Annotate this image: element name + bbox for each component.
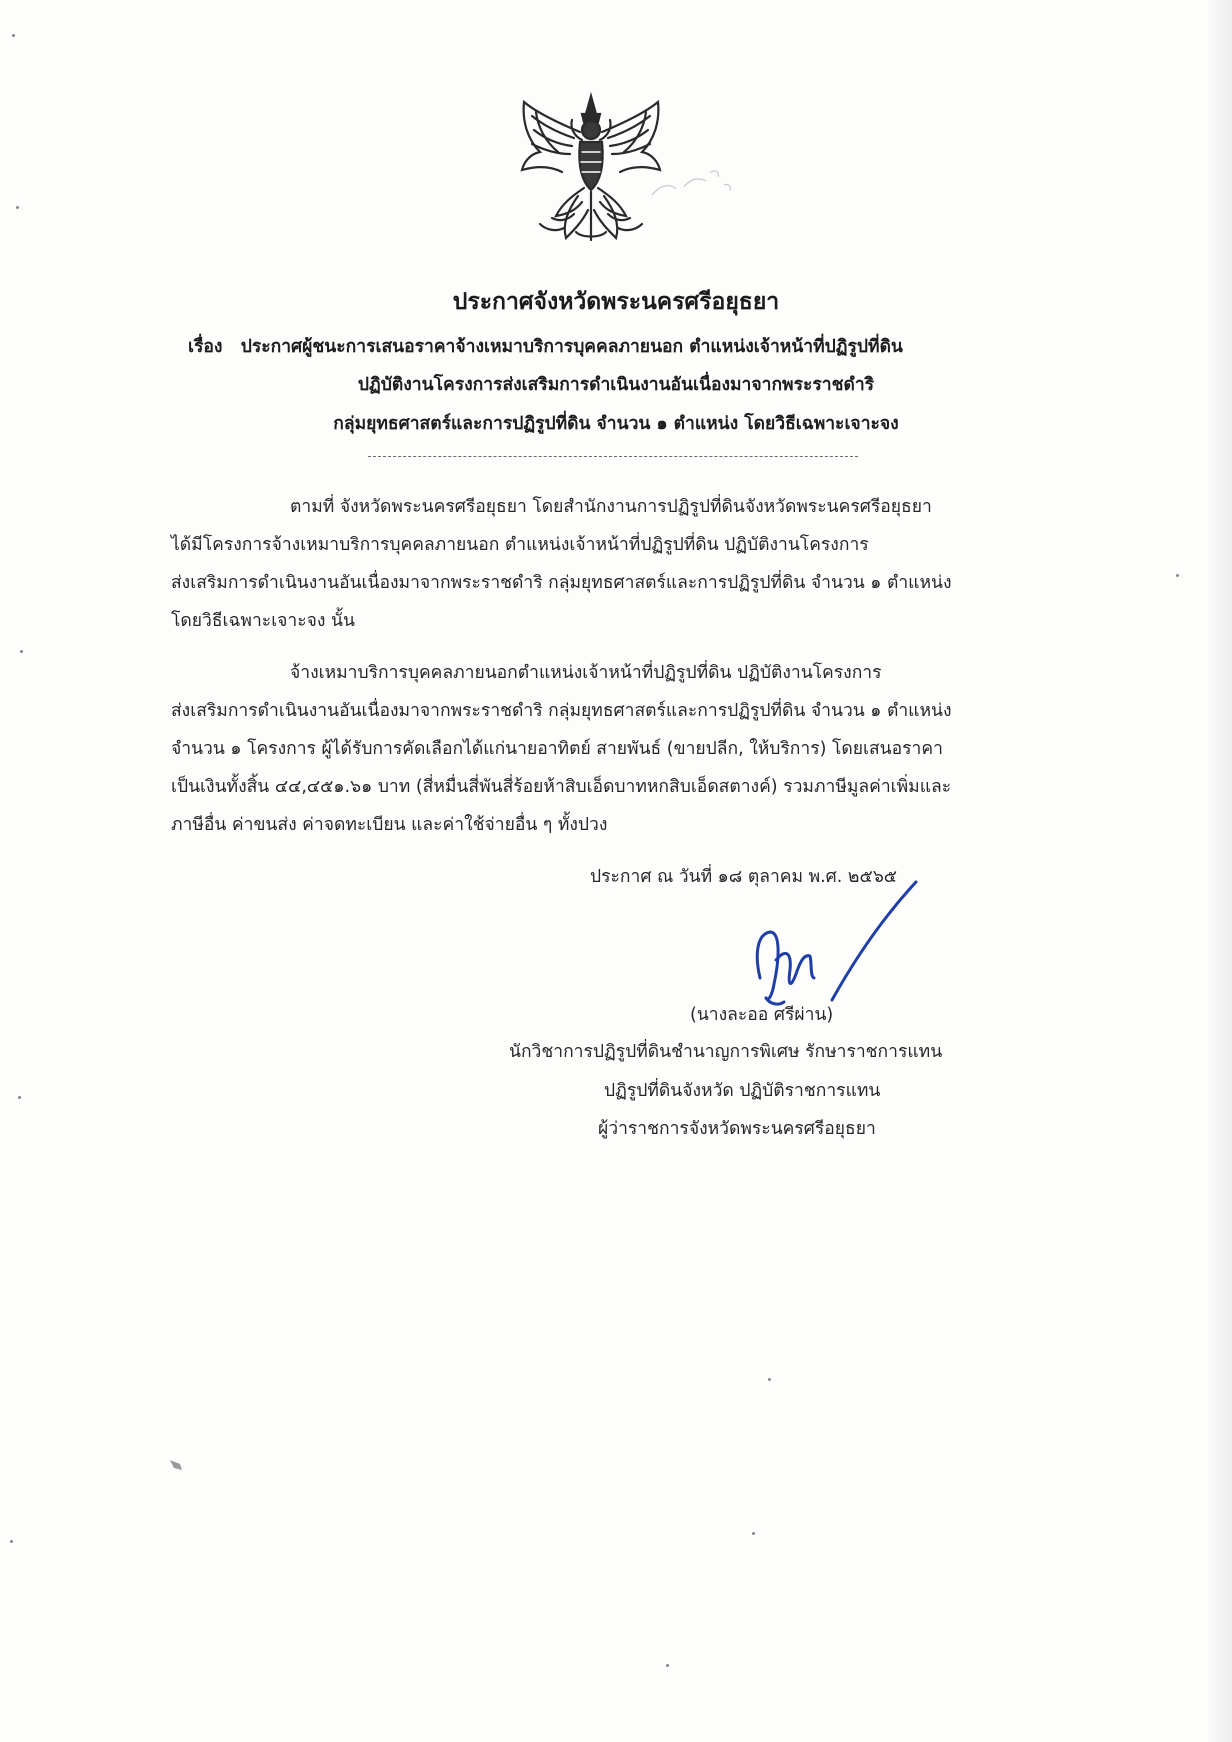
handwritten-signature-icon <box>740 880 920 1020</box>
scan-speck <box>666 1664 669 1667</box>
garuda-emblem-icon <box>516 92 666 244</box>
scan-speck <box>10 1540 13 1543</box>
paragraph-2-line-2: ส่งเสริมการดำเนินงานอันเนื่องมาจากพระราชดำริ กลุ่มยุทธศาสตร์และการปฏิรูปที่ดิน จำนวน ๑ ตำแหน่ง <box>171 701 952 721</box>
paragraph-2-line-3: จำนวน ๑ โครงการ ผู้ได้รับการคัดเลือกได้แก่นายอาทิตย์ สายพันธ์ (ขายปลีก, ให้บริการ) โดยเสนอราคา <box>171 739 943 759</box>
scan-speck <box>20 650 23 653</box>
subject-label: เรื่อง <box>188 337 223 357</box>
paragraph-1-line-4: โดยวิธีเฉพาะเจาะจง นั้น <box>171 611 355 631</box>
title-separator <box>368 456 858 457</box>
paragraph-1-line-1: ตามที่ จังหวัดพระนครศรีอยุธยา โดยสำนักงานการปฏิรูปที่ดินจังหวัดพระนครศรีอยุธยา <box>290 497 932 517</box>
scan-edge <box>1208 0 1232 1742</box>
signatory-position-3: ผู้ว่าราชการจังหวัดพระนครศรีอยุธยา <box>598 1119 876 1139</box>
paragraph-2-line-4: เป็นเงินทั้งสิ้น ๔๔,๔๕๑.๖๑ บาท (สี่หมื่นสี่พันสี่ร้อยห้าสิบเอ็ดบาทหกสิบเอ็ดสตางค์) รวมภาษีมูลค่าเพิ่มและ <box>171 777 952 797</box>
paragraph-1-line-3: ส่งเสริมการดำเนินงานอันเนื่องมาจากพระราชดำริ กลุ่มยุทธศาสตร์และการปฏิรูปที่ดิน จำนวน ๑ ตำแหน่ง <box>171 573 952 593</box>
paragraph-2-line-1: จ้างเหมาบริการบุคคลภายนอกตำแหน่งเจ้าหน้าที่ปฏิรูปที่ดิน ปฏิบัติงานโครงการ <box>290 663 882 683</box>
document-title: ประกาศจังหวัดพระนครศรีอยุธยา <box>452 289 780 315</box>
paragraph-1-line-2: ได้มีโครงการจ้างเหมาบริการบุคคลภายนอก ตำแหน่งเจ้าหน้าที่ปฏิรูปที่ดิน ปฏิบัติงานโครงการ <box>171 535 869 555</box>
announcement-date: ประกาศ ณ วันที่ ๑๘ ตุลาคม พ.ศ. ๒๕๖๕ <box>590 867 898 887</box>
signatory-name: (นางละออ ศรีผ่าน) <box>690 1005 834 1025</box>
scan-speck <box>18 1096 21 1099</box>
subject-line-3: กลุ่มยุทธศาสตร์และการปฏิรูปที่ดิน จำนวน ๑ ตำแหน่ง โดยวิธีเฉพาะเจาะจง <box>333 414 899 434</box>
subject-line-1 <box>188 332 903 360</box>
signatory-position-2: ปฏิรูปที่ดินจังหวัด ปฏิบัติราชการแทน <box>604 1081 881 1101</box>
subject-text-1: ประกาศผู้ชนะการเสนอราคาจ้างเหมาบริการบุคคลภายนอก ตำแหน่งเจ้าหน้าที่ปฏิรูปที่ดิน <box>240 337 903 357</box>
signatory-position-1: นักวิชาการปฏิรูปที่ดินชำนาญการพิเศษ รักษาราชการแทน <box>509 1042 943 1062</box>
paragraph-2-line-5: ภาษีอื่น ค่าขนส่ง ค่าจดทะเบียน และค่าใช้จ่ายอื่น ๆ ทั้งปวง <box>171 815 608 835</box>
scan-speck <box>1176 574 1179 577</box>
subject-line-2: ปฏิบัติงานโครงการส่งเสริมการดำเนินงานอันเนื่องมาจากพระราชดำริ <box>357 375 875 395</box>
scan-speck <box>752 1532 755 1535</box>
scan-smudge-icon <box>168 1458 184 1472</box>
scan-speck <box>768 1378 771 1381</box>
scan-speck <box>16 206 19 209</box>
scan-speck <box>12 34 15 37</box>
pencil-mark-icon <box>650 165 740 205</box>
